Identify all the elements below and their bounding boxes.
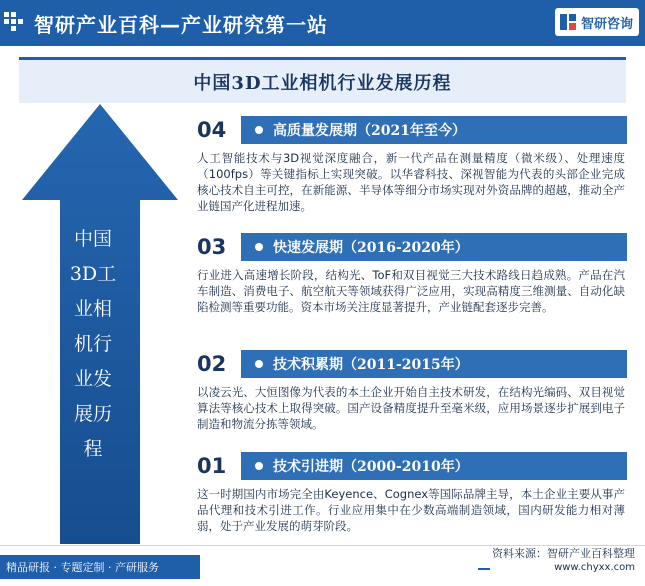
phase-header xyxy=(197,116,627,144)
arrow-caption-line: 机行 xyxy=(73,333,112,355)
phase-label: 高质量发展期（2021年至今） xyxy=(273,123,466,139)
arrow-caption-line: 程 xyxy=(83,438,103,460)
page-title: 中国3D工业相机行业发展历程 xyxy=(193,72,452,94)
phase-description: 行业进入高速增长阶段，结构光、ToF和双目视觉三大技术路线日趋成熟。产品在汽车制造、消费电子、航空航天等领域获得广泛应用，实现高精度三维测量、自动化缺陷检测等重要功能。资本市场关注度显著提升，产业链配套逐步完善。 xyxy=(197,268,625,314)
phase-block xyxy=(197,452,627,534)
phase-label: 技术引进期（2000-2010年） xyxy=(273,459,469,475)
footer-services: 精品研报 · 专题定制 · 产研服务 xyxy=(0,555,200,579)
phase-number: 01 xyxy=(197,454,227,478)
phase-number: 03 xyxy=(197,235,227,259)
bullet-icon xyxy=(255,243,263,251)
phase-description: 这一时期国内市场完全由Keyence、Cognex等国际品牌主导，本土企业主要从事产品代理和技术引进工作。行业应用集中在少数高端制造领域，国内研发能力相对薄弱，处于产业发展的萌芽阶段。 xyxy=(197,487,625,533)
website-link[interactable]: www.chyxx.com xyxy=(554,562,635,573)
phase-label-bar xyxy=(241,116,627,144)
header-bar xyxy=(0,0,645,46)
phase-label-bar xyxy=(241,350,627,378)
phase-description: 以凌云光、大恒图像为代表的本土企业开始自主技术研发，在结构光编码、双目视觉算法等核心技术上取得突破。国产设备精度提升至毫米级，应用场景逐步扩展到电子制造和物流分拣等领域。 xyxy=(197,385,625,431)
title-banner xyxy=(19,57,626,103)
phase-header xyxy=(197,452,627,480)
phase-header xyxy=(197,350,627,378)
source-note: 资料来源：智研产业百科整理 xyxy=(492,547,635,560)
phase-label: 快速发展期（2016-2020年） xyxy=(273,240,469,256)
phase-description: 人工智能技术与3D视觉深度融合，新一代产品在测量精度（微米级）、处理速度（100fps）等关键指标上实现突破。以华睿科技、深视智能为代表的头部企业完成核心技术自主可控，在新能源、半导体等细分市场实现对外资品牌的超越，推动全产业链国产化进程加速。 xyxy=(197,151,625,213)
arrow-caption xyxy=(68,222,118,467)
arrow-caption-line: 展历 xyxy=(73,403,112,425)
brand-logo-icon xyxy=(559,13,577,31)
phase-label: 技术积累期（2011-2015年） xyxy=(273,357,469,373)
arrow-caption-line: 业相 xyxy=(73,298,112,320)
site-title: 智研产业百科—产业研究第一站 xyxy=(34,13,328,37)
url-accent-line xyxy=(478,568,490,570)
phase-block xyxy=(197,350,627,432)
phase-number: 02 xyxy=(197,352,227,376)
phase-number: 04 xyxy=(197,118,227,142)
pattern-icon xyxy=(4,12,24,32)
arrow-caption-line: 中国 xyxy=(73,228,112,250)
brand-name: 智研咨询 xyxy=(580,16,633,32)
arrow-caption-line: 3D工 xyxy=(69,263,117,285)
phase-header xyxy=(197,233,627,261)
phase-label-bar xyxy=(241,452,627,480)
brand-logo-box[interactable] xyxy=(555,8,639,36)
phase-block xyxy=(197,233,627,315)
bullet-icon xyxy=(255,360,263,368)
arrow-caption-line: 业发 xyxy=(73,368,112,390)
bullet-icon xyxy=(255,462,263,470)
bullet-icon xyxy=(255,126,263,134)
phase-block xyxy=(197,116,627,214)
phase-label-bar xyxy=(241,233,627,261)
